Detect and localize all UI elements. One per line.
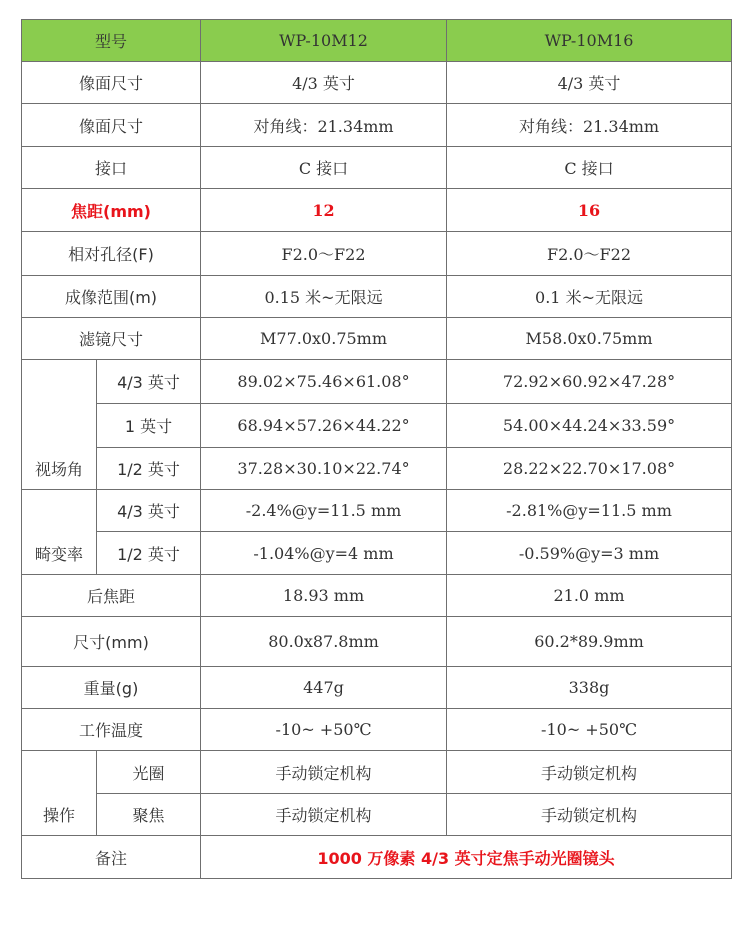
table-row bbox=[22, 318, 732, 360]
table-row bbox=[22, 532, 732, 575]
sub-label: 4/3 英寸 bbox=[97, 490, 201, 532]
sub-label: 4/3 英寸 bbox=[97, 360, 201, 404]
row-label: 尺寸(mm) bbox=[22, 617, 201, 667]
cell-value: 4/3 英寸 bbox=[201, 62, 447, 104]
table-row bbox=[22, 490, 732, 532]
cell-value: 28.22×22.70×17.08° bbox=[447, 448, 732, 490]
table-row bbox=[22, 232, 732, 276]
row-label: 像面尺寸 bbox=[22, 104, 201, 147]
model-2-header: WP-10M16 bbox=[447, 20, 732, 62]
cell-value: 对角线：21.34mm bbox=[447, 104, 732, 147]
table-row bbox=[22, 617, 732, 667]
table-row bbox=[22, 404, 732, 448]
cell-value: 12 bbox=[201, 189, 447, 232]
cell-value: 80.0x87.8mm bbox=[201, 617, 447, 667]
cell-value: 手动锁定机构 bbox=[447, 794, 732, 836]
table-row bbox=[22, 667, 732, 709]
table-row bbox=[22, 575, 732, 617]
spec-table bbox=[21, 19, 732, 879]
cell-value: -10~ +50℃ bbox=[201, 709, 447, 751]
sub-label: 1/2 英寸 bbox=[97, 448, 201, 490]
model-1-header: WP-10M12 bbox=[201, 20, 447, 62]
row-label: 备注 bbox=[22, 836, 201, 879]
cell-value: -10~ +50℃ bbox=[447, 709, 732, 751]
cell-value: 89.02×75.46×61.08° bbox=[201, 360, 447, 404]
cell-value: M58.0x0.75mm bbox=[447, 318, 732, 360]
cell-value: 手动锁定机构 bbox=[447, 751, 732, 794]
cell-value: -1.04%@y=4 mm bbox=[201, 532, 447, 575]
cell-value: 54.00×44.24×33.59° bbox=[447, 404, 732, 448]
cell-value: 338g bbox=[447, 667, 732, 709]
remark-value: 1000 万像素 4/3 英寸定焦手动光圈镜头 bbox=[201, 836, 732, 879]
group-label-operation: 操作 bbox=[22, 751, 97, 836]
table-row bbox=[22, 104, 732, 147]
cell-value: M77.0x0.75mm bbox=[201, 318, 447, 360]
cell-value: 21.0 mm bbox=[447, 575, 732, 617]
cell-value: 447g bbox=[201, 667, 447, 709]
cell-value: 0.15 米~无限远 bbox=[201, 276, 447, 318]
row-label: 滤镜尺寸 bbox=[22, 318, 201, 360]
cell-value: -2.4%@y=11.5 mm bbox=[201, 490, 447, 532]
row-label: 焦距(mm) bbox=[22, 189, 201, 232]
model-header-label: 型号 bbox=[22, 20, 201, 62]
cell-value: 手动锁定机构 bbox=[201, 794, 447, 836]
table-row bbox=[22, 360, 732, 404]
table-row bbox=[22, 794, 732, 836]
table-row bbox=[22, 448, 732, 490]
table-row bbox=[22, 189, 732, 232]
table-row bbox=[22, 276, 732, 318]
group-label-fov: 视场角 bbox=[22, 360, 97, 490]
cell-value: 72.92×60.92×47.28° bbox=[447, 360, 732, 404]
cell-value: 手动锁定机构 bbox=[201, 751, 447, 794]
sub-label: 聚焦 bbox=[97, 794, 201, 836]
row-label: 相对孔径(F) bbox=[22, 232, 201, 276]
row-label: 成像范围(m) bbox=[22, 276, 201, 318]
row-label: 后焦距 bbox=[22, 575, 201, 617]
cell-value: 37.28×30.10×22.74° bbox=[201, 448, 447, 490]
cell-value: 18.93 mm bbox=[201, 575, 447, 617]
cell-value: 4/3 英寸 bbox=[447, 62, 732, 104]
row-label: 重量(g) bbox=[22, 667, 201, 709]
row-label: 工作温度 bbox=[22, 709, 201, 751]
table-row bbox=[22, 751, 732, 794]
cell-value: -2.81%@y=11.5 mm bbox=[447, 490, 732, 532]
cell-value: 16 bbox=[447, 189, 732, 232]
cell-value: F2.0～F22 bbox=[447, 232, 732, 276]
table-row bbox=[22, 836, 732, 879]
row-label: 像面尺寸 bbox=[22, 62, 201, 104]
cell-value: 60.2*89.9mm bbox=[447, 617, 732, 667]
cell-value: 对角线：21.34mm bbox=[201, 104, 447, 147]
group-label-distortion: 畸变率 bbox=[22, 490, 97, 575]
table-row bbox=[22, 62, 732, 104]
sub-label: 1/2 英寸 bbox=[97, 532, 201, 575]
sub-label: 光圈 bbox=[97, 751, 201, 794]
cell-value: C 接口 bbox=[201, 147, 447, 189]
cell-value: -0.59%@y=3 mm bbox=[447, 532, 732, 575]
sub-label: 1 英寸 bbox=[97, 404, 201, 448]
table-row bbox=[22, 709, 732, 751]
cell-value: 68.94×57.26×44.22° bbox=[201, 404, 447, 448]
cell-value: C 接口 bbox=[447, 147, 732, 189]
header-row bbox=[22, 20, 732, 62]
row-label: 接口 bbox=[22, 147, 201, 189]
cell-value: 0.1 米~无限远 bbox=[447, 276, 732, 318]
table-row bbox=[22, 147, 732, 189]
cell-value: F2.0～F22 bbox=[201, 232, 447, 276]
